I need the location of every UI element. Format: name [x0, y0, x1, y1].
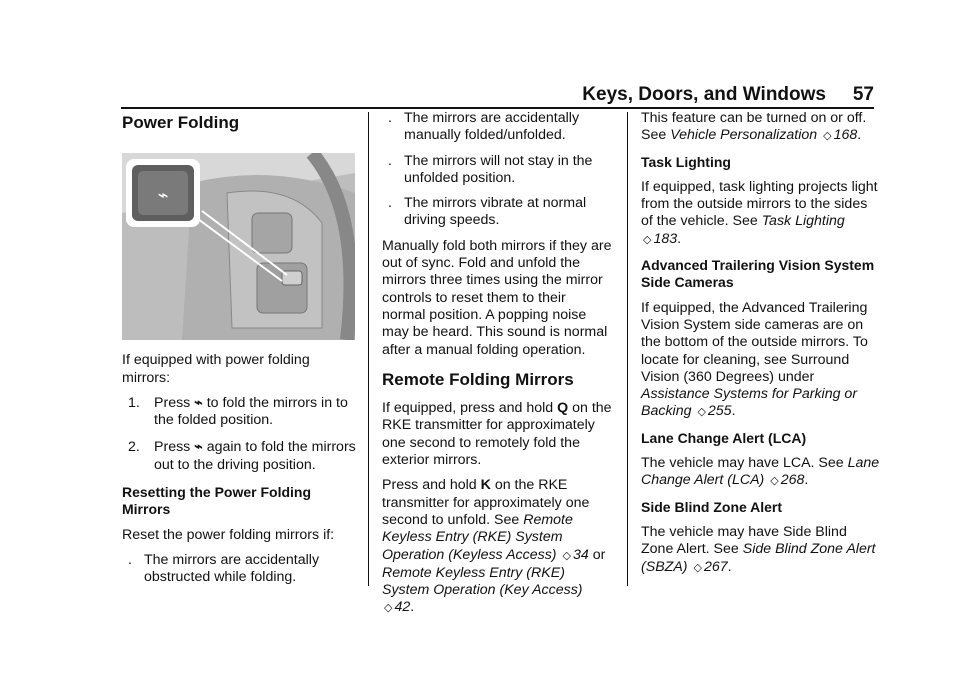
page-reference[interactable]: 183	[653, 230, 678, 247]
remote-paragraph-2: Press and hold K on the RKE transmitter for approximately one second to unfold. See Remote Keyless Entry (RKE) System Operation (Keyless Access) ◇ 34 or Remote Keyless Entry (RKE) System Operation (Key Access) ◇ 42.	[382, 477, 606, 616]
column-divider	[368, 112, 369, 586]
fold-button-icon: ⌁	[157, 185, 169, 207]
page-number: 57	[852, 84, 874, 105]
subheading-trailering-cameras: Advanced Trailering Vision System Side Cameras	[641, 257, 875, 291]
trailering-text: If equipped, the Advanced Trailering Vision System side cameras are on the bottom of the outside mirrors. To locate for cleaning, see Surround Vision (360 Degrees) under Assistance Systems for Parking or Backing ◇ 255.	[641, 299, 868, 420]
page-reference[interactable]: 42	[394, 599, 411, 616]
bullet-item	[122, 552, 357, 587]
task-lighting-text: If equipped, task lighting projects light from the outside mirrors to the sides of the vehicle. See Task Lighting ◇ 183.	[641, 178, 878, 247]
cross-reference-link[interactable]: Side Blind Zone Alert (SBZA)	[641, 541, 876, 575]
cross-reference-link[interactable]: Task Lighting	[761, 213, 845, 230]
task-text: If equipped, task lighting projects light from the outside mirrors to the sides of the vehicle. See	[641, 178, 878, 230]
page-ref-icon: ◇	[823, 130, 832, 143]
personalization-text: This feature can be turned on or off. See Vehicle Personalization ◇ 168.	[641, 110, 867, 144]
subheading-side-blind-zone: Side Blind Zone Alert	[641, 498, 783, 515]
cross-reference-link[interactable]: Remote Keyless Entry (RKE) System Operation (Keyless Access)	[382, 511, 573, 563]
bullet-mark: .	[388, 110, 392, 126]
mirror-fold-icon: ⌁	[194, 439, 203, 456]
subheading-task-lighting: Task Lighting	[641, 153, 731, 170]
cross-reference-link[interactable]: Remote Keyless Entry (RKE) System Operation (Key Access)	[382, 564, 583, 599]
step-text-pre: Press	[154, 394, 191, 411]
rke-fold-button-icon: Q	[557, 400, 569, 417]
page-reference[interactable]: 255	[707, 403, 732, 420]
remote-p2-mid: on the RKE transmitter for approximately one second to unfold. See	[382, 477, 590, 528]
step-2	[122, 439, 357, 474]
step-number: 1.	[128, 394, 140, 411]
page-reference[interactable]: 34	[572, 546, 589, 563]
page-header	[0, 80, 960, 108]
page-ref-icon: ◇	[384, 602, 393, 615]
column-1	[122, 110, 357, 595]
page-reference[interactable]: 268	[780, 472, 805, 489]
p1-pre: This feature can be turned on or off. See	[641, 110, 867, 144]
column-2	[382, 110, 612, 626]
mirror-fold-icon: ⌁	[194, 394, 203, 411]
page-reference[interactable]: 168	[833, 127, 858, 144]
bullet-item	[382, 110, 612, 145]
lca-text: The vehicle may have LCA. See Lane Change Alert (LCA) ◇ 268.	[641, 455, 880, 489]
bullet-text: The mirrors are accidentally manually folded/unfolded.	[404, 110, 580, 144]
bullet-text: The mirrors are accidentally obstructed while folding.	[144, 551, 320, 586]
page-ref-icon: ◇	[643, 233, 652, 246]
bullet-item	[382, 153, 612, 188]
cross-reference-link[interactable]: Lane Change Alert (LCA)	[641, 455, 880, 489]
remote-p1-pre: If equipped, press and hold	[382, 400, 554, 417]
section-heading-remote: Remote Folding Mirrors	[382, 369, 574, 389]
step-text-post: again to fold the mirrors out to the driving position.	[154, 439, 356, 473]
bullet-item	[382, 195, 612, 230]
cross-reference-link[interactable]: Assistance Systems for Parking or Backing	[641, 386, 858, 420]
cross-reference-link[interactable]: Vehicle Personalization	[670, 127, 818, 144]
remote-paragraph-1	[382, 400, 612, 469]
column-3	[641, 110, 881, 585]
step-1	[122, 395, 357, 430]
bullet-mark: .	[128, 551, 132, 568]
header-rule	[121, 107, 874, 109]
mirror-control-illustration	[122, 153, 355, 340]
page-ref-icon: ◇	[562, 549, 571, 562]
subheading-lane-change-alert: Lane Change Alert (LCA)	[641, 429, 807, 446]
bullet-mark: .	[388, 152, 392, 169]
bullet-mark: .	[388, 195, 392, 212]
step-text-pre: Press	[154, 439, 191, 456]
reset-intro: Reset the power folding mirrors if:	[122, 526, 335, 543]
column-divider	[627, 112, 628, 586]
page-ref-icon: ◇	[693, 561, 702, 574]
bullet-text: The mirrors vibrate at normal driving speeds.	[404, 195, 587, 229]
remote-p1-post: on the RKE transmitter for approximately one second to remotely fold the exterior mirrors.	[382, 400, 612, 469]
section-heading: Power Folding	[122, 113, 240, 132]
conjunction-text: or	[592, 546, 606, 563]
page-reference[interactable]: 267	[703, 558, 728, 575]
step-text-post: to fold the mirrors in to the folded position.	[154, 394, 348, 429]
chapter-title: Keys, Doors, and Windows	[582, 84, 826, 105]
atv-text: If equipped, the Advanced Trailering Vision System side cameras are on the bottom of the outside mirrors. To locate for cleaning, see Surround Vision (360 Degrees) under	[641, 299, 868, 385]
intro-text: If equipped with power folding mirrors:	[122, 352, 310, 386]
bullet-text: The mirrors will not stay in the unfolded position.	[404, 152, 593, 186]
sbza-text: The vehicle may have Side Blind Zone Alert. See Side Blind Zone Alert (SBZA) ◇ 267.	[641, 523, 876, 575]
page-ref-icon: ◇	[770, 475, 779, 488]
rke-unfold-button-icon: K	[480, 477, 491, 494]
manual-fold-text: Manually fold both mirrors if they are out of sync. Fold and unfold the mirrors three times using the mirror controls to reset them to their normal position. A popping noise may be heard. This sound is normal after a manual folding operation.	[382, 237, 612, 358]
remote-p2-pre: Press and hold	[382, 477, 477, 494]
page-ref-icon: ◇	[697, 406, 706, 419]
door-panel-image	[122, 153, 355, 340]
lca-text-body: The vehicle may have LCA. See	[641, 455, 844, 472]
step-number: 2.	[128, 439, 140, 456]
subheading-resetting: Resetting the Power Folding Mirrors	[122, 484, 312, 518]
sbza-text-body: The vehicle may have Side Blind Zone Alert. See	[641, 523, 847, 558]
